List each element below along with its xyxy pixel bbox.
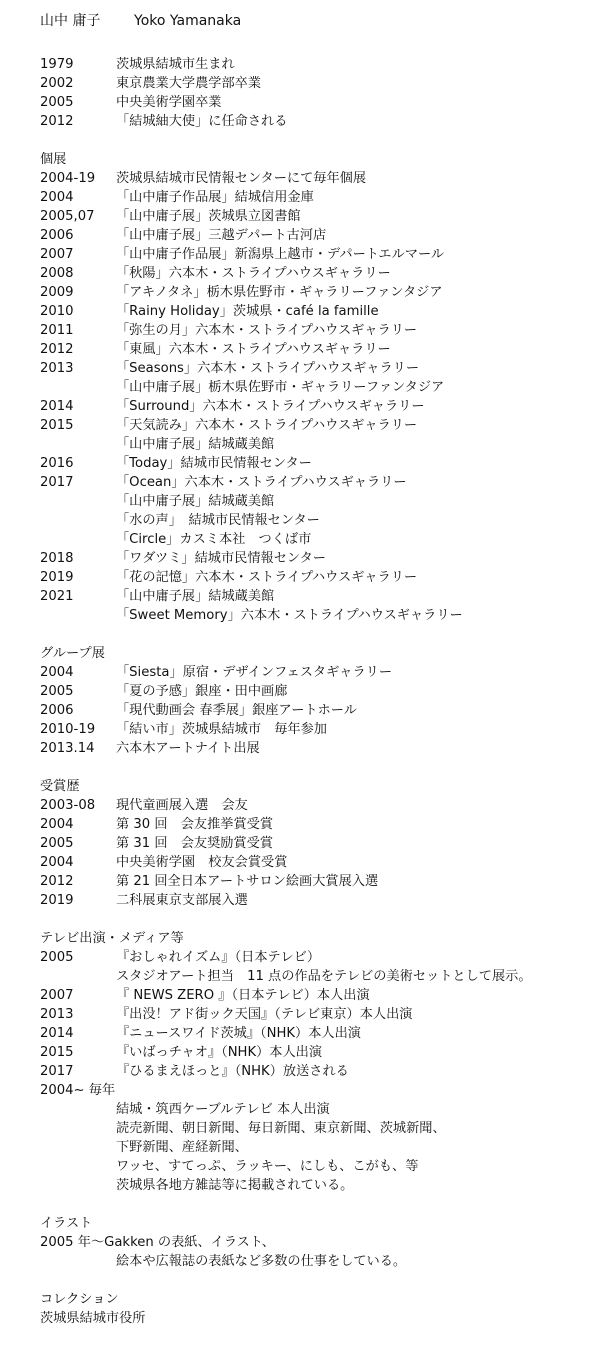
entry-text: 「山中庸子作品展」新潟県上越市・デパートエルマール — [116, 247, 445, 262]
entry-year — [40, 1138, 116, 1157]
timeline-entry — [40, 568, 600, 587]
entry-text: 「山中庸子展」結城蔵美館 — [116, 494, 275, 509]
timeline-entry — [40, 74, 600, 93]
timeline-entry — [40, 1119, 600, 1138]
timeline-entry — [40, 1252, 600, 1271]
section-gap — [40, 910, 600, 929]
timeline-entry — [40, 226, 600, 245]
entry-text: 『出没！アド街ック天国』（テレビ東京）本人出演 — [116, 1007, 413, 1022]
timeline-entry — [40, 720, 600, 739]
entry-text: 「弥生の月」六本木・ストライプハウスギャラリー — [116, 323, 418, 338]
sections-container — [40, 36, 600, 1328]
entry-year: 2002 — [40, 76, 74, 91]
page-title — [40, 6, 600, 36]
entry-year: 2005 年～Gakken の表紙、イラスト、 — [40, 1235, 275, 1250]
timeline-entry — [40, 416, 600, 435]
entry-year: 2019 — [40, 570, 74, 585]
timeline-entry — [40, 986, 600, 1005]
entry-text: 「Seasons」六本木・ストライプハウスギャラリー — [116, 361, 420, 376]
entry-text: 「天気読み」六本木・ストライプハウスギャラリー — [116, 418, 418, 433]
entry-year: 2007 — [40, 988, 74, 1003]
entry-year — [40, 967, 116, 986]
timeline-entry — [40, 1138, 600, 1157]
entry-year: 2014 — [40, 399, 74, 414]
timeline-entry — [40, 321, 600, 340]
entry-text: 読売新聞、朝日新聞、毎日新聞、東京新聞、茨城新聞、 — [116, 1121, 446, 1136]
entry-text: 『ひるまえほっと』（NHK）放送される — [116, 1064, 349, 1079]
section-gap — [40, 1271, 600, 1290]
entry-text: 中央美術学園卒業 — [116, 95, 222, 110]
entry-year — [40, 1100, 116, 1119]
entry-year: 2005 — [40, 836, 74, 851]
entry-year: 2004 — [40, 665, 74, 680]
timeline-entry — [40, 340, 600, 359]
entry-year: 2016 — [40, 456, 74, 471]
timeline-entry — [40, 739, 600, 758]
timeline-entry — [40, 302, 600, 321]
entry-year: 2012 — [40, 342, 74, 357]
entry-year — [40, 511, 116, 530]
entry-text: 「現代動画会 春季展」銀座アートホール — [116, 703, 357, 718]
timeline-entry — [40, 1062, 600, 1081]
timeline-entry — [40, 473, 600, 492]
entry-text: 茨城県結城市生まれ — [116, 57, 235, 72]
entry-text: 「Today」結城市民情報センター — [116, 456, 312, 471]
entry-year: 2004~ 毎年 — [40, 1083, 116, 1098]
timeline-entry — [40, 967, 600, 986]
timeline-entry — [40, 606, 600, 625]
entry-year: 2005 — [40, 684, 74, 699]
entry-year: 1979 — [40, 57, 74, 72]
entry-year: 2017 — [40, 475, 74, 490]
entry-text: 「Sweet Memory」六本木・ストライプハウスギャラリー — [116, 608, 463, 623]
entry-text: 「結城紬大使」に任命される — [116, 114, 288, 129]
timeline-entry — [40, 1081, 600, 1100]
entry-text: 『ニュースワイド茨城』（NHK）本人出演 — [116, 1026, 361, 1041]
resume-document — [40, 6, 600, 1328]
entry-text: 六本木アートナイト出展 — [116, 741, 260, 756]
timeline-entry — [40, 1043, 600, 1062]
entry-year — [40, 606, 116, 625]
entry-year: 2021 — [40, 589, 74, 604]
entry-text: 第 21 回全日本アートサロン絵画大賞展入選 — [116, 874, 379, 889]
entry-year: 2010-19 — [40, 722, 96, 737]
entry-text: 結城・筑西ケーブルテレビ 本人出演 — [116, 1102, 330, 1117]
timeline-entry — [40, 587, 600, 606]
entry-year — [40, 435, 116, 454]
entry-year — [40, 1176, 116, 1195]
entry-text: 茨城県各地方雑誌等に掲載されている。 — [116, 1178, 354, 1193]
timeline-entry — [40, 701, 600, 720]
entry-text: 「山中庸子作品展」結城信用金庫 — [116, 190, 314, 205]
entry-text: 中央美術学園 校友会賞受賞 — [116, 855, 288, 870]
entry-text: 「アキノタネ」栃木県佐野市・ギャラリーファンタジア — [116, 285, 443, 300]
entry-text: 下野新聞、産経新聞、 — [116, 1140, 248, 1155]
entry-year: 2007 — [40, 247, 74, 262]
entry-year: 茨城県結城市役所 — [40, 1311, 146, 1326]
timeline-entry — [40, 454, 600, 473]
entry-year: 2004 — [40, 817, 74, 832]
timeline-entry — [40, 1005, 600, 1024]
entry-text: 「Rainy Holiday」茨城県・café la famille — [116, 304, 379, 319]
entry-text: 絵本や広報誌の表紙など多数の仕事をしている。 — [116, 1254, 407, 1269]
entry-text: 『おしゃれイズム』（日本テレビ） — [116, 950, 321, 965]
section-heading: テレビ出演・メディア等 — [40, 931, 184, 946]
entry-year — [40, 1119, 116, 1138]
entry-text: 茨城県結城市民情報センターにて毎年個展 — [116, 171, 367, 186]
timeline-entry — [40, 796, 600, 815]
timeline-entry — [40, 815, 600, 834]
section-gap — [40, 625, 600, 644]
timeline-entry — [40, 549, 600, 568]
entry-text: 「Ocean」六本木・ストライプハウスギャラリー — [116, 475, 407, 490]
entry-text: 「Surround」六本木・ストライプハウスギャラリー — [116, 399, 425, 414]
timeline-entry — [40, 948, 600, 967]
section-heading: コレクション — [40, 1292, 119, 1307]
timeline-entry — [40, 245, 600, 264]
entry-year: 2004 — [40, 855, 74, 870]
section-heading: グループ展 — [40, 646, 105, 661]
timeline-entry — [40, 891, 600, 910]
section-gap — [40, 758, 600, 777]
entry-text: 「山中庸子展」栃木県佐野市・ギャラリーファンタジア — [116, 380, 445, 395]
entry-text: 「ワダツミ」結城市民情報センター — [116, 551, 326, 566]
entry-text: ワッセ、すてっぷ、ラッキー、にしも、こがも、等 — [116, 1159, 419, 1174]
timeline-entry — [40, 834, 600, 853]
timeline-entry — [40, 112, 600, 131]
entry-text: 現代童画展入選 会友 — [116, 798, 248, 813]
section-heading: 受賞歴 — [40, 779, 80, 794]
section-gap — [40, 1195, 600, 1214]
entry-year: 2018 — [40, 551, 74, 566]
entry-year: 2003-08 — [40, 798, 96, 813]
entry-year: 2005 — [40, 95, 74, 110]
entry-text: 「山中庸子展」茨城県立図書館 — [116, 209, 301, 224]
timeline-entry — [40, 1100, 600, 1119]
entry-text: 「Circle」カスミ本社 つくば市 — [116, 532, 312, 547]
entry-year — [40, 1157, 116, 1176]
timeline-entry — [40, 511, 600, 530]
section-gap — [40, 131, 600, 150]
entry-year: 2009 — [40, 285, 74, 300]
timeline-entry — [40, 264, 600, 283]
timeline-entry — [40, 397, 600, 416]
timeline-entry — [40, 169, 600, 188]
entry-year: 2019 — [40, 893, 74, 908]
timeline-entry — [40, 872, 600, 891]
entry-year: 2010 — [40, 304, 74, 319]
entry-text: 「秋陽」六本木・ストライプハウスギャラリー — [116, 266, 391, 281]
timeline-entry — [40, 682, 600, 701]
entry-text: 二科展東京支部展入選 — [116, 893, 248, 908]
entry-year: 2012 — [40, 114, 74, 129]
timeline-entry — [40, 435, 600, 454]
entry-year: 2013 — [40, 361, 74, 376]
timeline-entry — [40, 1309, 600, 1328]
entry-text: 「夏の予感」銀座・田中画廊 — [116, 684, 288, 699]
entry-year: 2004-19 — [40, 171, 96, 186]
entry-text: 「山中庸子展」結城蔵美館 — [116, 589, 275, 604]
entry-text: 『いばっチャオ』（NHK）本人出演 — [116, 1045, 323, 1060]
entry-year: 2014 — [40, 1026, 74, 1041]
entry-text: 「Siesta」原宿・デザインフェスタギャラリー — [116, 665, 393, 680]
section-gap — [40, 36, 600, 55]
entry-year: 2008 — [40, 266, 74, 281]
name-english: Yoko Yamanaka — [134, 13, 242, 29]
entry-text: 「花の記憶」六本木・ストライプハウスギャラリー — [116, 570, 418, 585]
entry-text: 『 NEWS ZERO 』（日本テレビ）本人出演 — [116, 988, 370, 1003]
entry-text: 「東風」六本木・ストライプハウスギャラリー — [116, 342, 391, 357]
entry-year: 2015 — [40, 1045, 74, 1060]
timeline-entry — [40, 359, 600, 378]
timeline-entry — [40, 1233, 600, 1252]
entry-year — [40, 492, 116, 511]
timeline-entry — [40, 1176, 600, 1195]
entry-year: 2005,07 — [40, 209, 95, 224]
timeline-entry — [40, 207, 600, 226]
entry-text: 「山中庸子展」結城蔵美館 — [116, 437, 275, 452]
section-heading: イラスト — [40, 1216, 93, 1231]
entry-year — [40, 1252, 116, 1271]
entry-year: 2005 — [40, 950, 74, 965]
entry-text: 第 31 回 会友奨励賞受賞 — [116, 836, 274, 851]
name-japanese: 山中 庸子 — [40, 13, 101, 29]
entry-year: 2006 — [40, 703, 74, 718]
entry-text: スタジオアート担当 11 点の作品をテレビの美術セットとして展示。 — [116, 969, 532, 984]
timeline-entry — [40, 663, 600, 682]
entry-year: 2017 — [40, 1064, 74, 1079]
entry-year: 2012 — [40, 874, 74, 889]
timeline-entry — [40, 283, 600, 302]
timeline-entry — [40, 853, 600, 872]
entry-year: 2013 — [40, 1007, 74, 1022]
entry-text: 第 30 回 会友推挙賞受賞 — [116, 817, 274, 832]
timeline-entry — [40, 93, 600, 112]
timeline-entry — [40, 55, 600, 74]
entry-text: 「結い市」茨城県結城市 毎年参加 — [116, 722, 327, 737]
entry-year — [40, 378, 116, 397]
timeline-entry — [40, 492, 600, 511]
entry-year: 2015 — [40, 418, 74, 433]
timeline-entry — [40, 1024, 600, 1043]
timeline-entry — [40, 188, 600, 207]
entry-text: 「山中庸子展」三越デパート古河店 — [116, 228, 327, 243]
entry-year: 2011 — [40, 323, 74, 338]
entry-year: 2013.14 — [40, 741, 95, 756]
section-heading: 個展 — [40, 152, 67, 167]
timeline-entry — [40, 530, 600, 549]
entry-year: 2004 — [40, 190, 74, 205]
entry-text: 東京農業大学農学部卒業 — [116, 76, 262, 91]
timeline-entry — [40, 1157, 600, 1176]
entry-year: 2006 — [40, 228, 74, 243]
entry-text: 「水の声」 結城市民情報センター — [116, 513, 320, 528]
timeline-entry — [40, 378, 600, 397]
entry-year — [40, 530, 116, 549]
